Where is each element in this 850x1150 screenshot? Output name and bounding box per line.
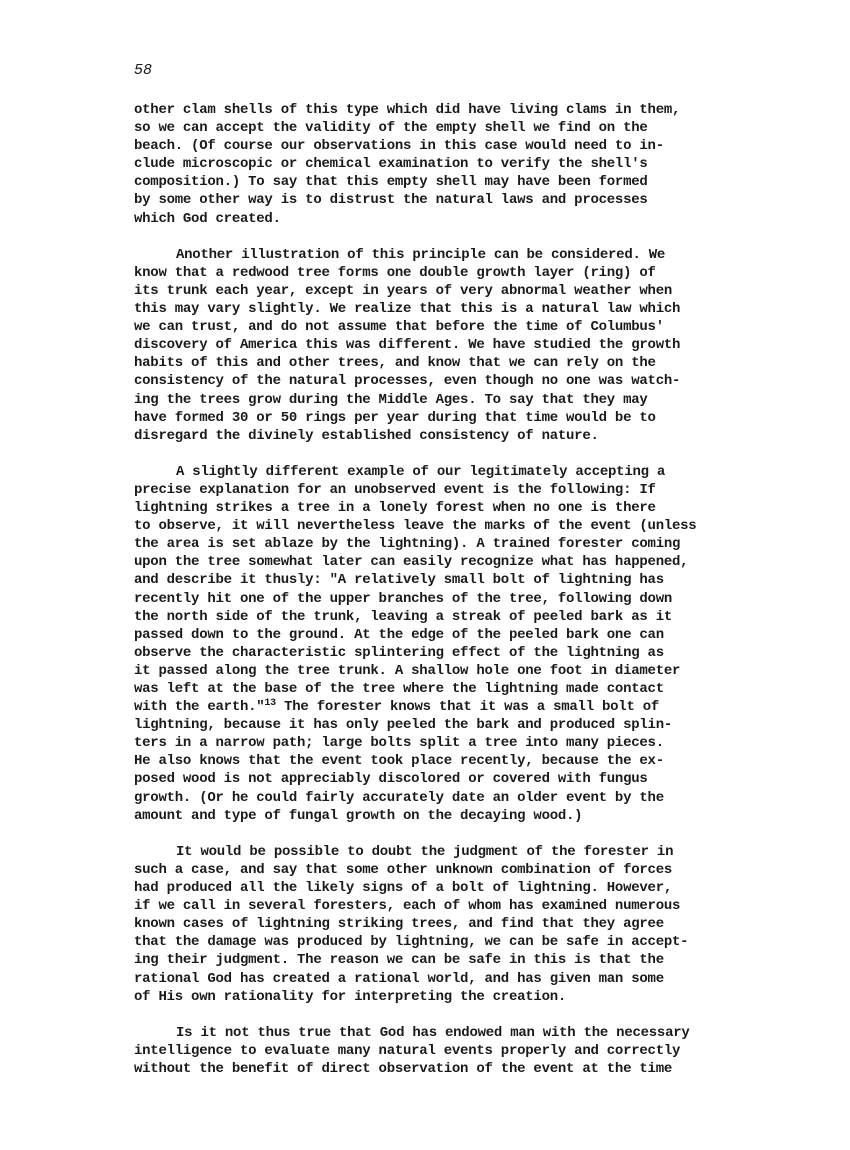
text-line: this may vary slightly. We realize that this is a natural law which xyxy=(134,301,681,318)
text-line: which God created. xyxy=(134,210,281,227)
text-line: clude microscopic or chemical examination to verify the shell's xyxy=(134,156,648,173)
paragraph-1 xyxy=(134,101,734,228)
paragraph-3 xyxy=(134,463,734,825)
text-line: posed wood is not appreciably discolored or covered with fungus xyxy=(134,771,648,788)
text-line: disregard the divinely established consistency of nature. xyxy=(134,427,599,444)
text-line: A slightly different example of our legitimately accepting a xyxy=(176,463,666,480)
text-segment: The forester knows that it was a small bolt of xyxy=(275,699,660,716)
text-line: known cases of lightning striking trees, and find that they agree xyxy=(134,916,664,933)
paragraph-5 xyxy=(134,1024,734,1078)
text-line: its trunk each year, except in years of very abnormal weather when xyxy=(134,282,672,299)
text-line-with-footnote xyxy=(134,698,734,716)
text-line: precise explanation for an unobserved event is the following: If xyxy=(134,481,656,498)
text-line: by some other way is to distrust the natural laws and processes xyxy=(134,192,648,209)
text-line: habits of this and other trees, and know that we can rely on the xyxy=(134,355,656,372)
text-line: consistency of the natural processes, even though no one was watch- xyxy=(134,373,681,390)
text-line: Is it not thus true that God has endowed man with the necessary xyxy=(176,1024,690,1041)
text-line: He also knows that the event took place recently, because the ex- xyxy=(134,753,664,770)
text-line: recently hit one of the upper branches of the tree, following down xyxy=(134,590,672,607)
text-line: so we can accept the validity of the empty shell we find on the xyxy=(134,120,648,137)
text-line: ing the trees grow during the Middle Ages. To say that they may xyxy=(134,391,648,408)
text-line: lightning strikes a tree in a lonely forest when no one is there xyxy=(134,500,656,517)
text-line: such a case, and say that some other unknown combination of forces xyxy=(134,861,672,878)
text-line: we can trust, and do not assume that before the time of Columbus' xyxy=(134,319,664,336)
text-line: it passed along the tree trunk. A shallow hole one foot in diameter xyxy=(134,662,681,679)
text-line: composition.) To say that this empty shell may have been formed xyxy=(134,174,648,191)
text-line: had produced all the likely signs of a bolt of lightning. However, xyxy=(134,880,672,897)
text-line: growth. (Or he could fairly accurately date an older event by the xyxy=(134,789,664,806)
text-line: ing their judgment. The reason we can be safe in this is that the xyxy=(134,952,664,969)
text-line: It would be possible to doubt the judgment of the forester in xyxy=(176,843,674,860)
text-line: other clam shells of this type which did have living clams in them, xyxy=(134,102,681,118)
text-line: and describe it thusly: "A relatively small bolt of lightning has xyxy=(134,572,664,589)
text-line: ters in a narrow path; large bolts split a tree into many pieces. xyxy=(134,735,664,752)
text-line: if we call in several foresters, each of whom has examined numerous xyxy=(134,898,681,915)
paragraph-4 xyxy=(134,843,734,1006)
text-line: Another illustration of this principle can be considered. We xyxy=(176,246,666,263)
text-line: passed down to the ground. At the edge of the peeled bark one can xyxy=(134,626,664,643)
text-line: discovery of America this was different. We have studied the growth xyxy=(134,337,681,354)
body-text xyxy=(134,101,734,1096)
text-line: the area is set ablaze by the lightning). A trained forester coming xyxy=(134,536,681,553)
text-line: observe the characteristic splintering effect of the lightning as xyxy=(134,644,664,661)
text-line: the north side of the trunk, leaving a streak of peeled bark as it xyxy=(134,608,672,625)
text-line: lightning, because it has only peeled the bark and produced splin- xyxy=(134,717,672,734)
text-line: was left at the base of the tree where the lightning made contact xyxy=(134,681,664,697)
text-line: beach. (Of course our observations in this case would need to in- xyxy=(134,138,664,155)
text-line: that the damage was produced by lightning, we can be safe in accept- xyxy=(134,934,689,951)
text-line: to observe, it will nevertheless leave the marks of the event (unless xyxy=(134,518,697,535)
paragraph-2 xyxy=(134,246,734,445)
text-line: have formed 30 or 50 rings per year during that time would be to xyxy=(134,409,656,426)
text-line: know that a redwood tree forms one double growth layer (ring) of xyxy=(134,264,656,281)
text-line: without the benefit of direct observation of the event at the time xyxy=(134,1060,672,1077)
footnote-reference: 13 xyxy=(264,698,276,710)
page-number: 58 xyxy=(134,62,153,79)
text-line: upon the tree somewhat later can easily recognize what has happened, xyxy=(134,554,689,571)
text-line: rational God has created a rational world, and has given man some xyxy=(134,970,664,987)
text-line: of His own rationality for interpreting the creation. xyxy=(134,988,567,1005)
text-segment: with the earth." xyxy=(134,699,265,716)
text-line: amount and type of fungal growth on the decaying wood.) xyxy=(134,807,583,824)
text-line: intelligence to evaluate many natural events properly and correctly xyxy=(134,1042,681,1059)
